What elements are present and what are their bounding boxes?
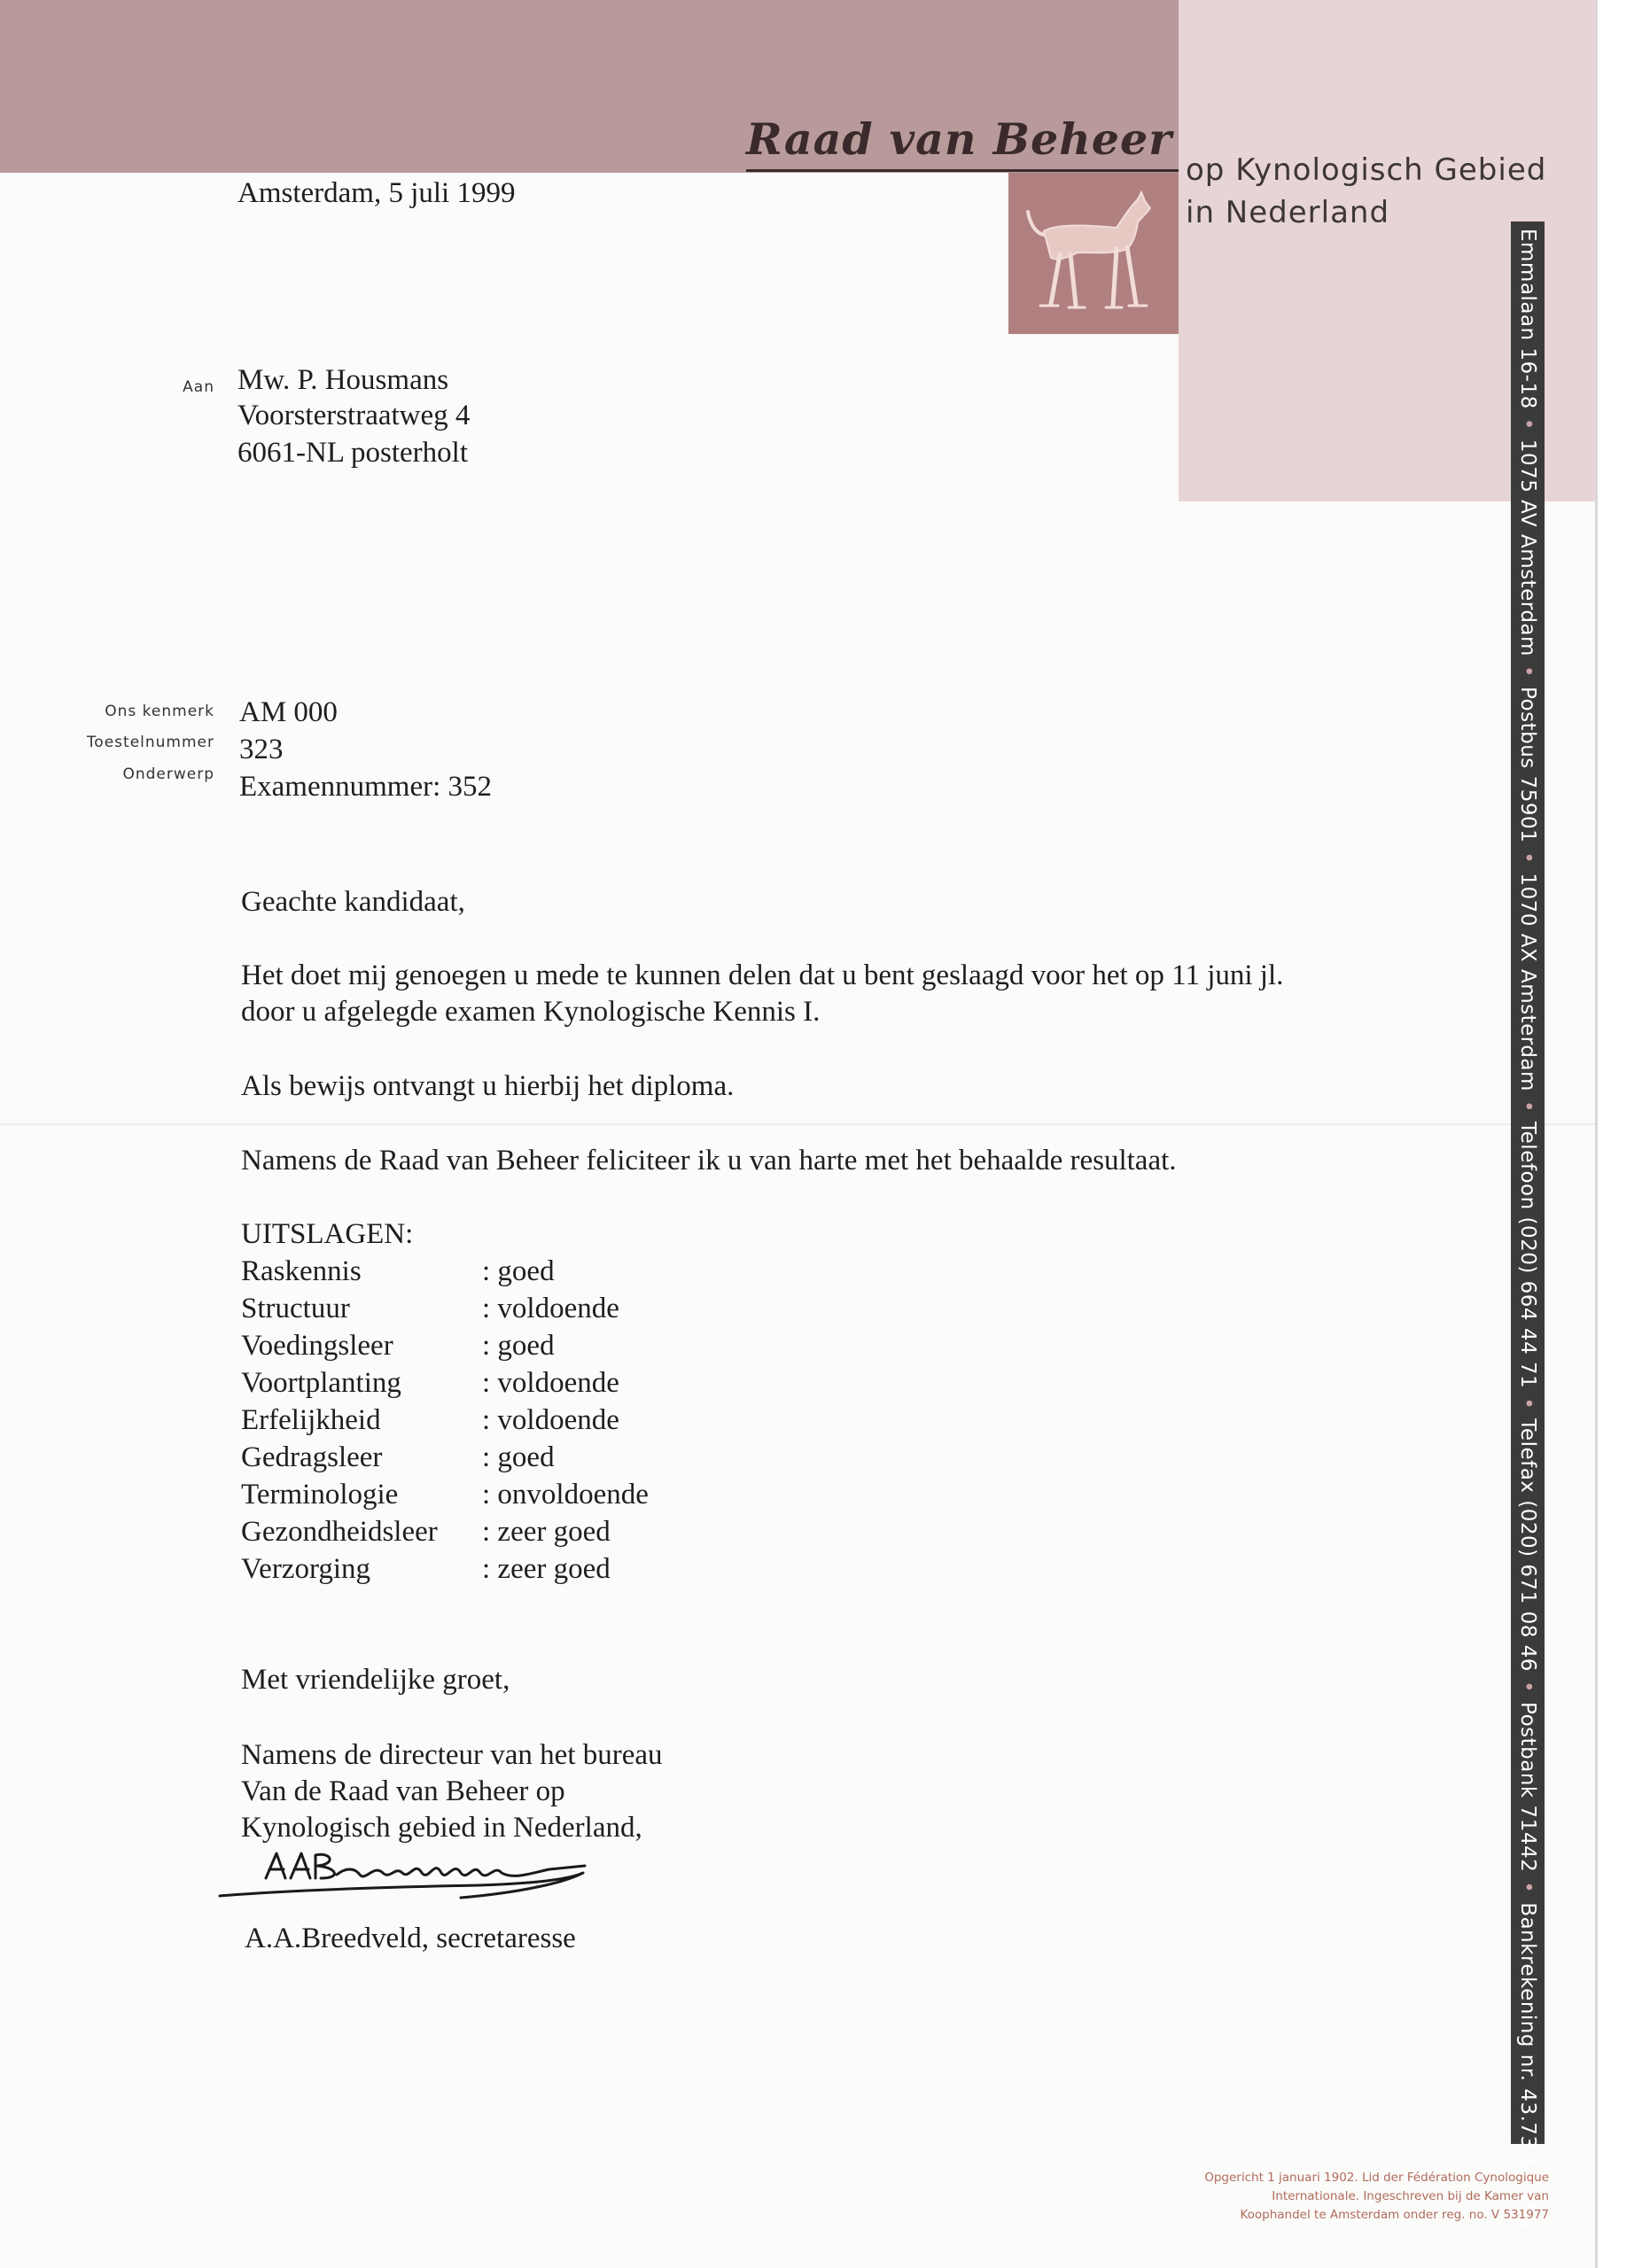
result-row — [241, 1476, 649, 1513]
result-subject: Verzorging — [241, 1553, 371, 1585]
bullet-icon: • — [1516, 1680, 1539, 1694]
result-grade: : voldoende — [482, 1404, 619, 1436]
result-row — [241, 1327, 649, 1364]
logo-box — [1008, 173, 1179, 334]
footer-line-2: Internationale. Ingeschreven bij de Kamer van — [1272, 2189, 1549, 2203]
address-part: Postbus 75901 — [1516, 687, 1539, 843]
title-underline — [746, 169, 1179, 172]
result-subject: Voedingsleer — [241, 1330, 393, 1362]
closing-line-1: Namens de directeur van het bureau — [241, 1739, 663, 1771]
closing-line-2: Van de Raad van Beheer op — [241, 1775, 565, 1807]
handwritten-signature — [213, 1834, 691, 1922]
result-row — [241, 1253, 649, 1290]
toestel-value: 323 — [239, 734, 284, 765]
result-grade: : voldoende — [482, 1293, 619, 1324]
result-row — [241, 1290, 649, 1327]
result-subject: Raskennis — [241, 1255, 362, 1287]
result-subject: Gezondheidsleer — [241, 1516, 438, 1548]
address-part: Bankrekening nr. 43.73.11.465 — [1516, 1902, 1539, 2230]
result-grade: : goed — [482, 1441, 555, 1473]
greyhound-dog-icon — [1008, 173, 1179, 334]
body-paragraph-2: Als bewijs ontvangt u hierbij het diploma. — [241, 1070, 735, 1102]
result-row — [241, 1402, 649, 1439]
result-row — [241, 1550, 649, 1588]
result-grade: : voldoende — [482, 1367, 619, 1399]
result-grade: : goed — [482, 1255, 555, 1287]
org-subtitle — [1186, 149, 1546, 234]
registration-footer — [1063, 2169, 1549, 2225]
address-part: Telefax (020) 671 08 46 — [1516, 1418, 1539, 1672]
bullet-icon: • — [1516, 417, 1539, 431]
result-grade: : goed — [482, 1330, 555, 1362]
bullet-icon: • — [1516, 851, 1539, 865]
address-part: Telefoon (020) 664 44 71 — [1516, 1122, 1539, 1389]
recipient-label: Aan — [183, 378, 214, 396]
date-line: Amsterdam, 5 juli 1999 — [237, 177, 516, 209]
address-part: 1075 AV Amsterdam — [1516, 439, 1539, 656]
recipient-name: Mw. P. Housmans — [237, 364, 449, 396]
result-grade: : zeer goed — [482, 1553, 611, 1585]
scan-margin — [1595, 0, 1650, 2268]
body-paragraph-1b: door u afgelegde examen Kynologische Kennis I. — [241, 996, 821, 1028]
results-heading: UITSLAGEN: — [241, 1218, 414, 1250]
result-row — [241, 1513, 649, 1550]
bullet-icon: • — [1516, 1881, 1539, 1894]
org-subtitle-line1: op Kynologisch Gebied — [1186, 152, 1547, 188]
address-part: 1070 AX Amsterdam — [1516, 873, 1539, 1091]
address-text — [1511, 229, 1545, 2230]
onderwerp-value: Examennummer: 352 — [239, 771, 493, 803]
results-table — [241, 1253, 649, 1588]
result-subject: Voortplanting — [241, 1367, 401, 1399]
onderwerp-label: Onderwerp — [122, 765, 214, 783]
recipient-street: Voorsterstraatweg 4 — [237, 400, 471, 431]
body-paragraph-3: Namens de Raad van Beheer feliciteer ik u van harte met het behaalde resultaat. — [241, 1145, 1177, 1177]
bullet-icon: • — [1516, 1397, 1539, 1410]
result-subject: Terminologie — [241, 1479, 399, 1511]
org-subtitle-line2: in Nederland — [1186, 195, 1390, 230]
address-part: Postbank 71442 — [1516, 1702, 1539, 1873]
ons-kenmerk-value: AM 000 — [239, 696, 338, 728]
bullet-icon: • — [1516, 1099, 1539, 1114]
result-grade: : zeer goed — [482, 1516, 611, 1548]
result-grade: : onvoldoende — [482, 1479, 649, 1511]
address-part: Emmalaan 16-18 — [1516, 229, 1539, 409]
bullet-icon: • — [1516, 664, 1539, 678]
signatory-name: A.A.Breedveld, secretaresse — [245, 1922, 576, 1954]
salutation: Geachte kandidaat, — [241, 886, 465, 918]
ons-kenmerk-label: Ons kenmerk — [105, 703, 214, 720]
result-subject: Erfelijkheid — [241, 1404, 381, 1436]
result-subject: Gedragsleer — [241, 1441, 383, 1473]
closing-line-3: Kynologisch gebied in Nederland, — [241, 1812, 642, 1844]
body-paragraph-1a: Het doet mij genoegen u mede te kunnen delen dat u bent geslaagd voor het op 11 juni jl. — [241, 959, 1284, 991]
recipient-city: 6061-NL posterholt — [237, 437, 468, 469]
footer-line-1: Opgericht 1 januari 1902. Lid der Fédération Cynologique — [1204, 2171, 1549, 2185]
result-row — [241, 1364, 649, 1402]
result-row — [241, 1439, 649, 1476]
org-name: Raad van Beheer — [746, 113, 1172, 165]
footer-line-3: Koophandel te Amsterdam onder reg. no. V 531977 — [1240, 2208, 1549, 2222]
result-subject: Structuur — [241, 1293, 350, 1324]
toestel-label: Toestelnummer — [86, 734, 214, 751]
closing-greeting: Met vriendelijke groet, — [241, 1664, 510, 1696]
paper-fold — [0, 1123, 1595, 1125]
